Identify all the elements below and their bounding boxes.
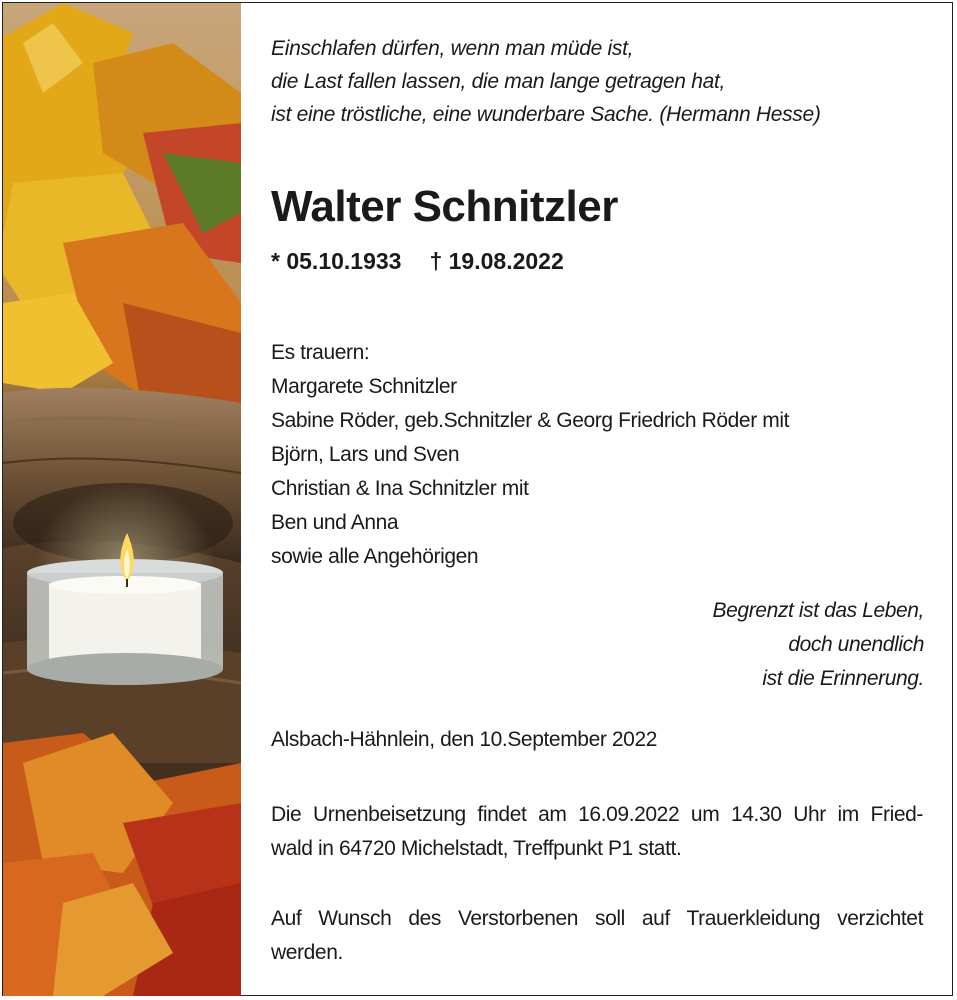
autumn-leaves-candle-image [3,3,241,996]
mourner-line: Margarete Schnitzler [271,375,457,398]
mourner-line: Es trauern: [271,341,370,364]
birth-date: * 05.10.1933 [271,248,402,274]
mourners-list [271,336,789,574]
mourner-line: Björn, Lars und Sven [271,443,460,466]
burial-line: wald in 64720 Michelstadt, Treffpunkt P1 statt. [271,837,682,860]
death-date: † 19.08.2022 [429,248,564,274]
epitaph-line: doch unendlich [788,633,924,656]
quote-line: ist eine tröstliche, eine wunderbare Sache. (Hermann Hesse) [271,103,821,126]
quote-line: Einschlafen dürfen, wenn man müde ist, [271,37,634,60]
mourner-line: Christian & Ina Schnitzler mit [271,477,529,500]
epitaph-line: ist die Erinnerung. [762,667,924,690]
place-and-date: Alsbach-Hähnlein, den 10.September 2022 [271,728,658,751]
epitaph [713,594,924,696]
deceased-name: Walter Schnitzler [271,182,618,231]
opening-quote [271,32,821,131]
burial-line: Die Urnenbeisetzung findet am 16.09.2022 um 14.30 Uhr im Fried- [271,803,923,826]
mourning-dress-note [271,902,923,970]
mourner-line: sowie alle Angehörigen [271,545,479,568]
burial-info [271,798,923,866]
mourner-line: Ben und Anna [271,511,399,534]
wish-line: werden. [271,941,343,964]
mourner-line: Sabine Röder, geb.Schnitzler & Georg Friedrich Röder mit [271,409,790,432]
wish-line: Auf Wunsch des Verstorbenen soll auf Trauerkleidung verzichtet [271,907,923,930]
epitaph-line: Begrenzt ist das Leben, [712,599,924,622]
life-dates [271,248,564,275]
quote-line: die Last fallen lassen, die man lange getragen hat, [271,70,726,93]
